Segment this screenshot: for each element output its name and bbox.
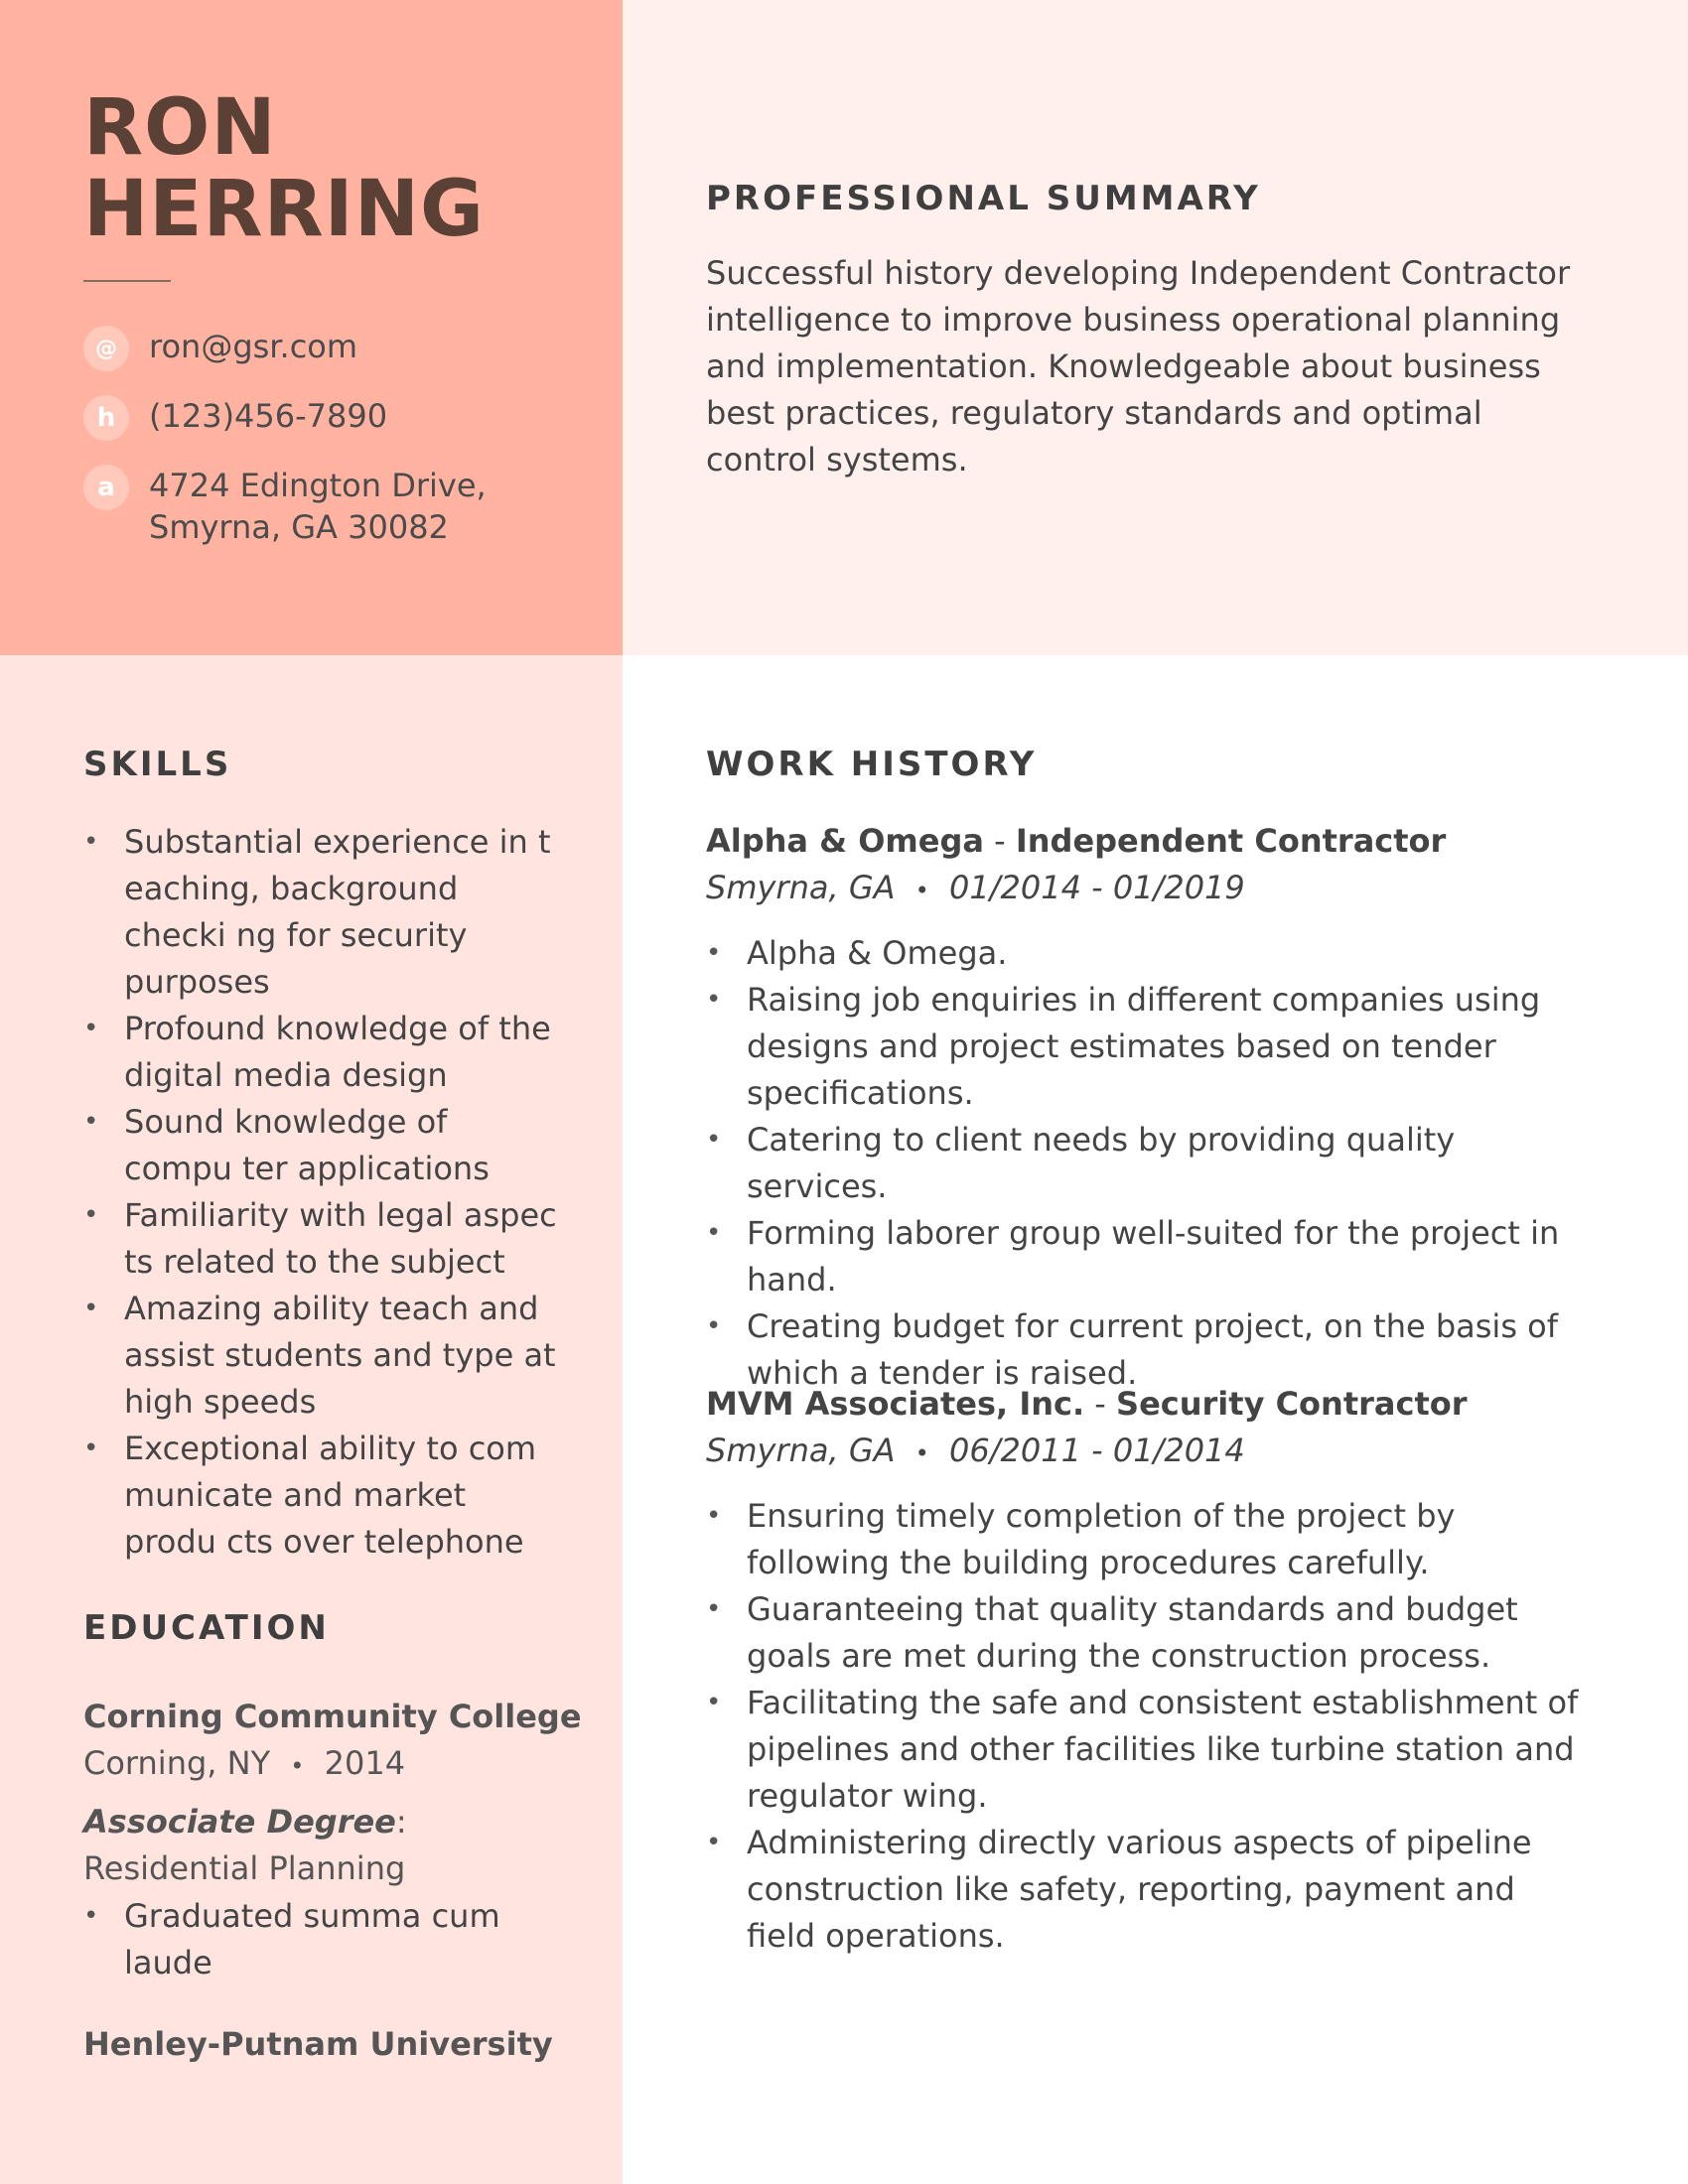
education-bullets (83, 1893, 520, 1986)
address-line2: Smyrna, GA 30082 (149, 508, 449, 546)
job-heading-2 (706, 1385, 1468, 1423)
address-icon: a (83, 465, 129, 510)
school-name: Corning Community College (83, 1698, 582, 1735)
job-meta-1 (706, 869, 1245, 906)
list-item: • Creating budget for current project, on the basis of which a tender is raised. (706, 1303, 1580, 1397)
job-location: Smyrna, GA (706, 869, 896, 906)
contact-email (83, 326, 357, 371)
separator-dot: • (914, 877, 929, 904)
list-item: • Administering directly various aspects of pipeline construction like safety, reporting, payment and field operations. (706, 1820, 1580, 1960)
email-text: ron@gsr.com (149, 328, 358, 365)
job-role: Security Contractor (1116, 1385, 1468, 1423)
list-item: • Profound knowledge of the digital media design (83, 1006, 560, 1099)
summary-text: Successful history developing Independent Contractor intelligence to improve business operational planning and implementation. Knowledgeable about business best practices, regulatory standards and optimal control systems. (706, 254, 1571, 478)
job-dates: 01/2014 - 01/2019 (949, 869, 1245, 906)
degree-name: Associate Degree (83, 1803, 396, 1841)
job-location: Smyrna, GA (706, 1432, 896, 1469)
last-name: HERRING (83, 165, 486, 254)
name-divider (83, 280, 171, 282)
school-city: Corning, NY (83, 1744, 271, 1782)
list-item: • Graduated summa cum laude (83, 1893, 520, 1986)
list-item: • Ensuring timely completion of the project by following the building procedures carefully. (706, 1493, 1580, 1586)
job-meta-2 (706, 1432, 1245, 1469)
school-name-2: Henley-Putnam University (83, 2025, 553, 2063)
summary-title: PROFESSIONAL SUMMARY (706, 179, 1261, 218)
school-location (83, 1744, 405, 1782)
first-name: RON (83, 83, 277, 173)
separator-dot: • (914, 1439, 929, 1467)
job-bullets-1 (706, 930, 1580, 1397)
list-item: • Alpha & Omega. (706, 930, 1580, 977)
list-item: • Catering to client needs by providing quality services. (706, 1117, 1580, 1210)
phone-text: (123)456-7890 (149, 397, 388, 435)
job-bullets-2 (706, 1493, 1580, 1960)
list-item: • Facilitating the safe and consistent establishment of pipelines and other facilities like turbine station and regulator wing. (706, 1680, 1580, 1820)
contact-phone (83, 395, 387, 441)
list-item: • Exceptional ability to com municate and market produ cts over telephone (83, 1426, 560, 1566)
company-name: Alpha & Omega (706, 822, 984, 860)
degree (83, 1799, 580, 1892)
list-item: • Guaranteeing that quality standards and budget goals are met during the construction process. (706, 1586, 1580, 1680)
job-dates: 06/2011 - 01/2014 (949, 1432, 1245, 1469)
degree-field: : Residential Planning (83, 1803, 407, 1887)
title-separator: - (983, 822, 1016, 860)
list-item: • Amazing ability teach and assist students and type at high speeds (83, 1286, 560, 1426)
address-text (149, 465, 487, 548)
separator-dot: • (290, 1752, 305, 1780)
list-item: • Forming laborer group well-suited for the project in hand. (706, 1210, 1580, 1303)
list-item: • Familiarity with legal aspec ts related to the subject (83, 1192, 560, 1286)
contact-address (83, 465, 487, 548)
candidate-name (83, 83, 486, 254)
education-title: EDUCATION (83, 1608, 330, 1648)
school-year: 2014 (324, 1744, 406, 1782)
title-separator: - (1084, 1385, 1117, 1423)
company-name: MVM Associates, Inc. (706, 1385, 1085, 1423)
list-item: • Substantial experience in t eaching, background checki ng for security purposes (83, 819, 560, 1006)
address-line1: 4724 Edington Drive, (149, 467, 487, 504)
list-item: • Raising job enquiries in different companies using designs and project estimates based on tender specifications. (706, 977, 1580, 1117)
email-icon: @ (83, 326, 129, 371)
job-role: Independent Contractor (1015, 822, 1447, 860)
skills-list (83, 819, 560, 1566)
phone-icon: h (83, 395, 129, 441)
job-heading-1 (706, 822, 1446, 860)
skills-title: SKILLS (83, 745, 232, 784)
list-item: • Sound knowledge of compu ter applications (83, 1099, 560, 1192)
work-history-title: WORK HISTORY (706, 745, 1038, 784)
